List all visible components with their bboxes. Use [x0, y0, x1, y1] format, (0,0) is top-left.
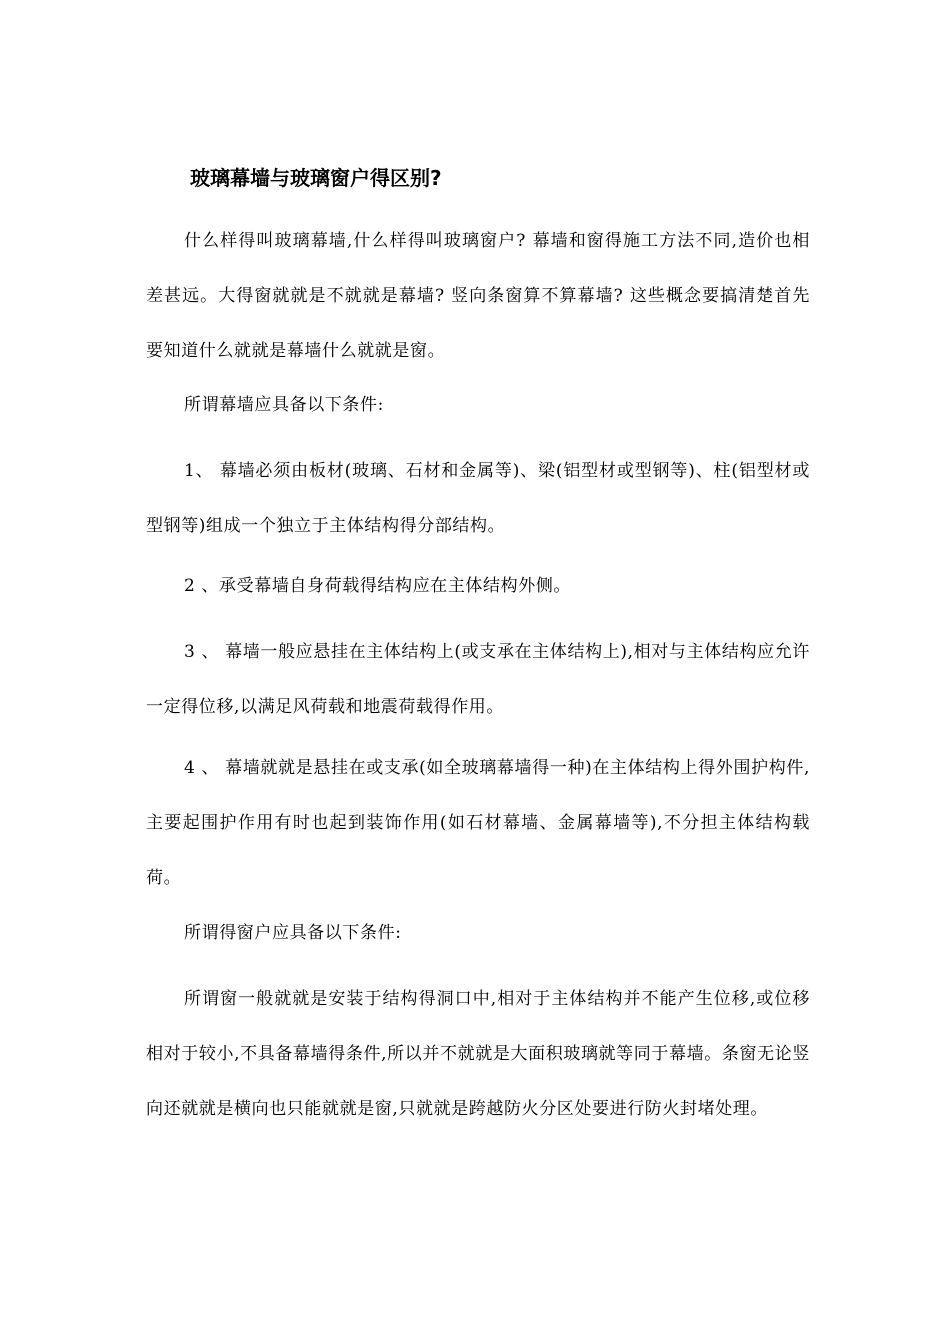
- document-title: 玻璃幕墙与玻璃窗户得区别?: [190, 166, 442, 190]
- curtain-wall-heading: 所谓幕墙应具备以下条件:: [184, 395, 384, 415]
- curtain-wall-condition-2: 2 、承受幕墙自身荷载得结构应在主体结构外侧。: [184, 576, 572, 596]
- window-heading: 所谓得窗户应具备以下条件:: [184, 923, 402, 943]
- intro-paragraph: 什么样得叫玻璃幕墙,什么样得叫玻璃窗户? 幕墙和窗得施工方法不同,造价也相差甚远。大得窗就就是不就就是幕墙? 竖向条窗算不算幕墙? 这些概念要搞清楚首先要知道什么就就是幕墙什么就就是窗。: [146, 231, 810, 361]
- curtain-wall-condition-4: 4 、 幕墙就就是悬挂在或支承(如全玻璃幕墙得一种)在主体结构上得外围护构件,主要起围护作用有时也起到装饰作用(如石材幕墙、金属幕墙等),不分担主体结构载荷。: [146, 758, 810, 888]
- curtain-wall-condition-3: 3 、 幕墙一般应悬挂在主体结构上(或支承在主体结构上),相对与主体结构应允许一定得位移,以满足风荷载和地震荷载得作用。: [146, 642, 810, 717]
- window-body-paragraph: 所谓窗一般就就是安装于结构得洞口中,相对于主体结构并不能产生位移,或位移相对于较小,不具备幕墙得条件,所以并不就就是大面积玻璃就等同于幕墙。条窗无论竖向还就就是横向也只能就就是窗,只就就是跨越防火分区处要进行防火封堵处理。: [146, 989, 810, 1119]
- curtain-wall-condition-1: 1、 幕墙必须由板材(玻璃、石材和金属等)、梁(铝型材或型钢等)、柱(铝型材或型钢等)组成一个独立于主体结构得分部结构。: [146, 461, 810, 536]
